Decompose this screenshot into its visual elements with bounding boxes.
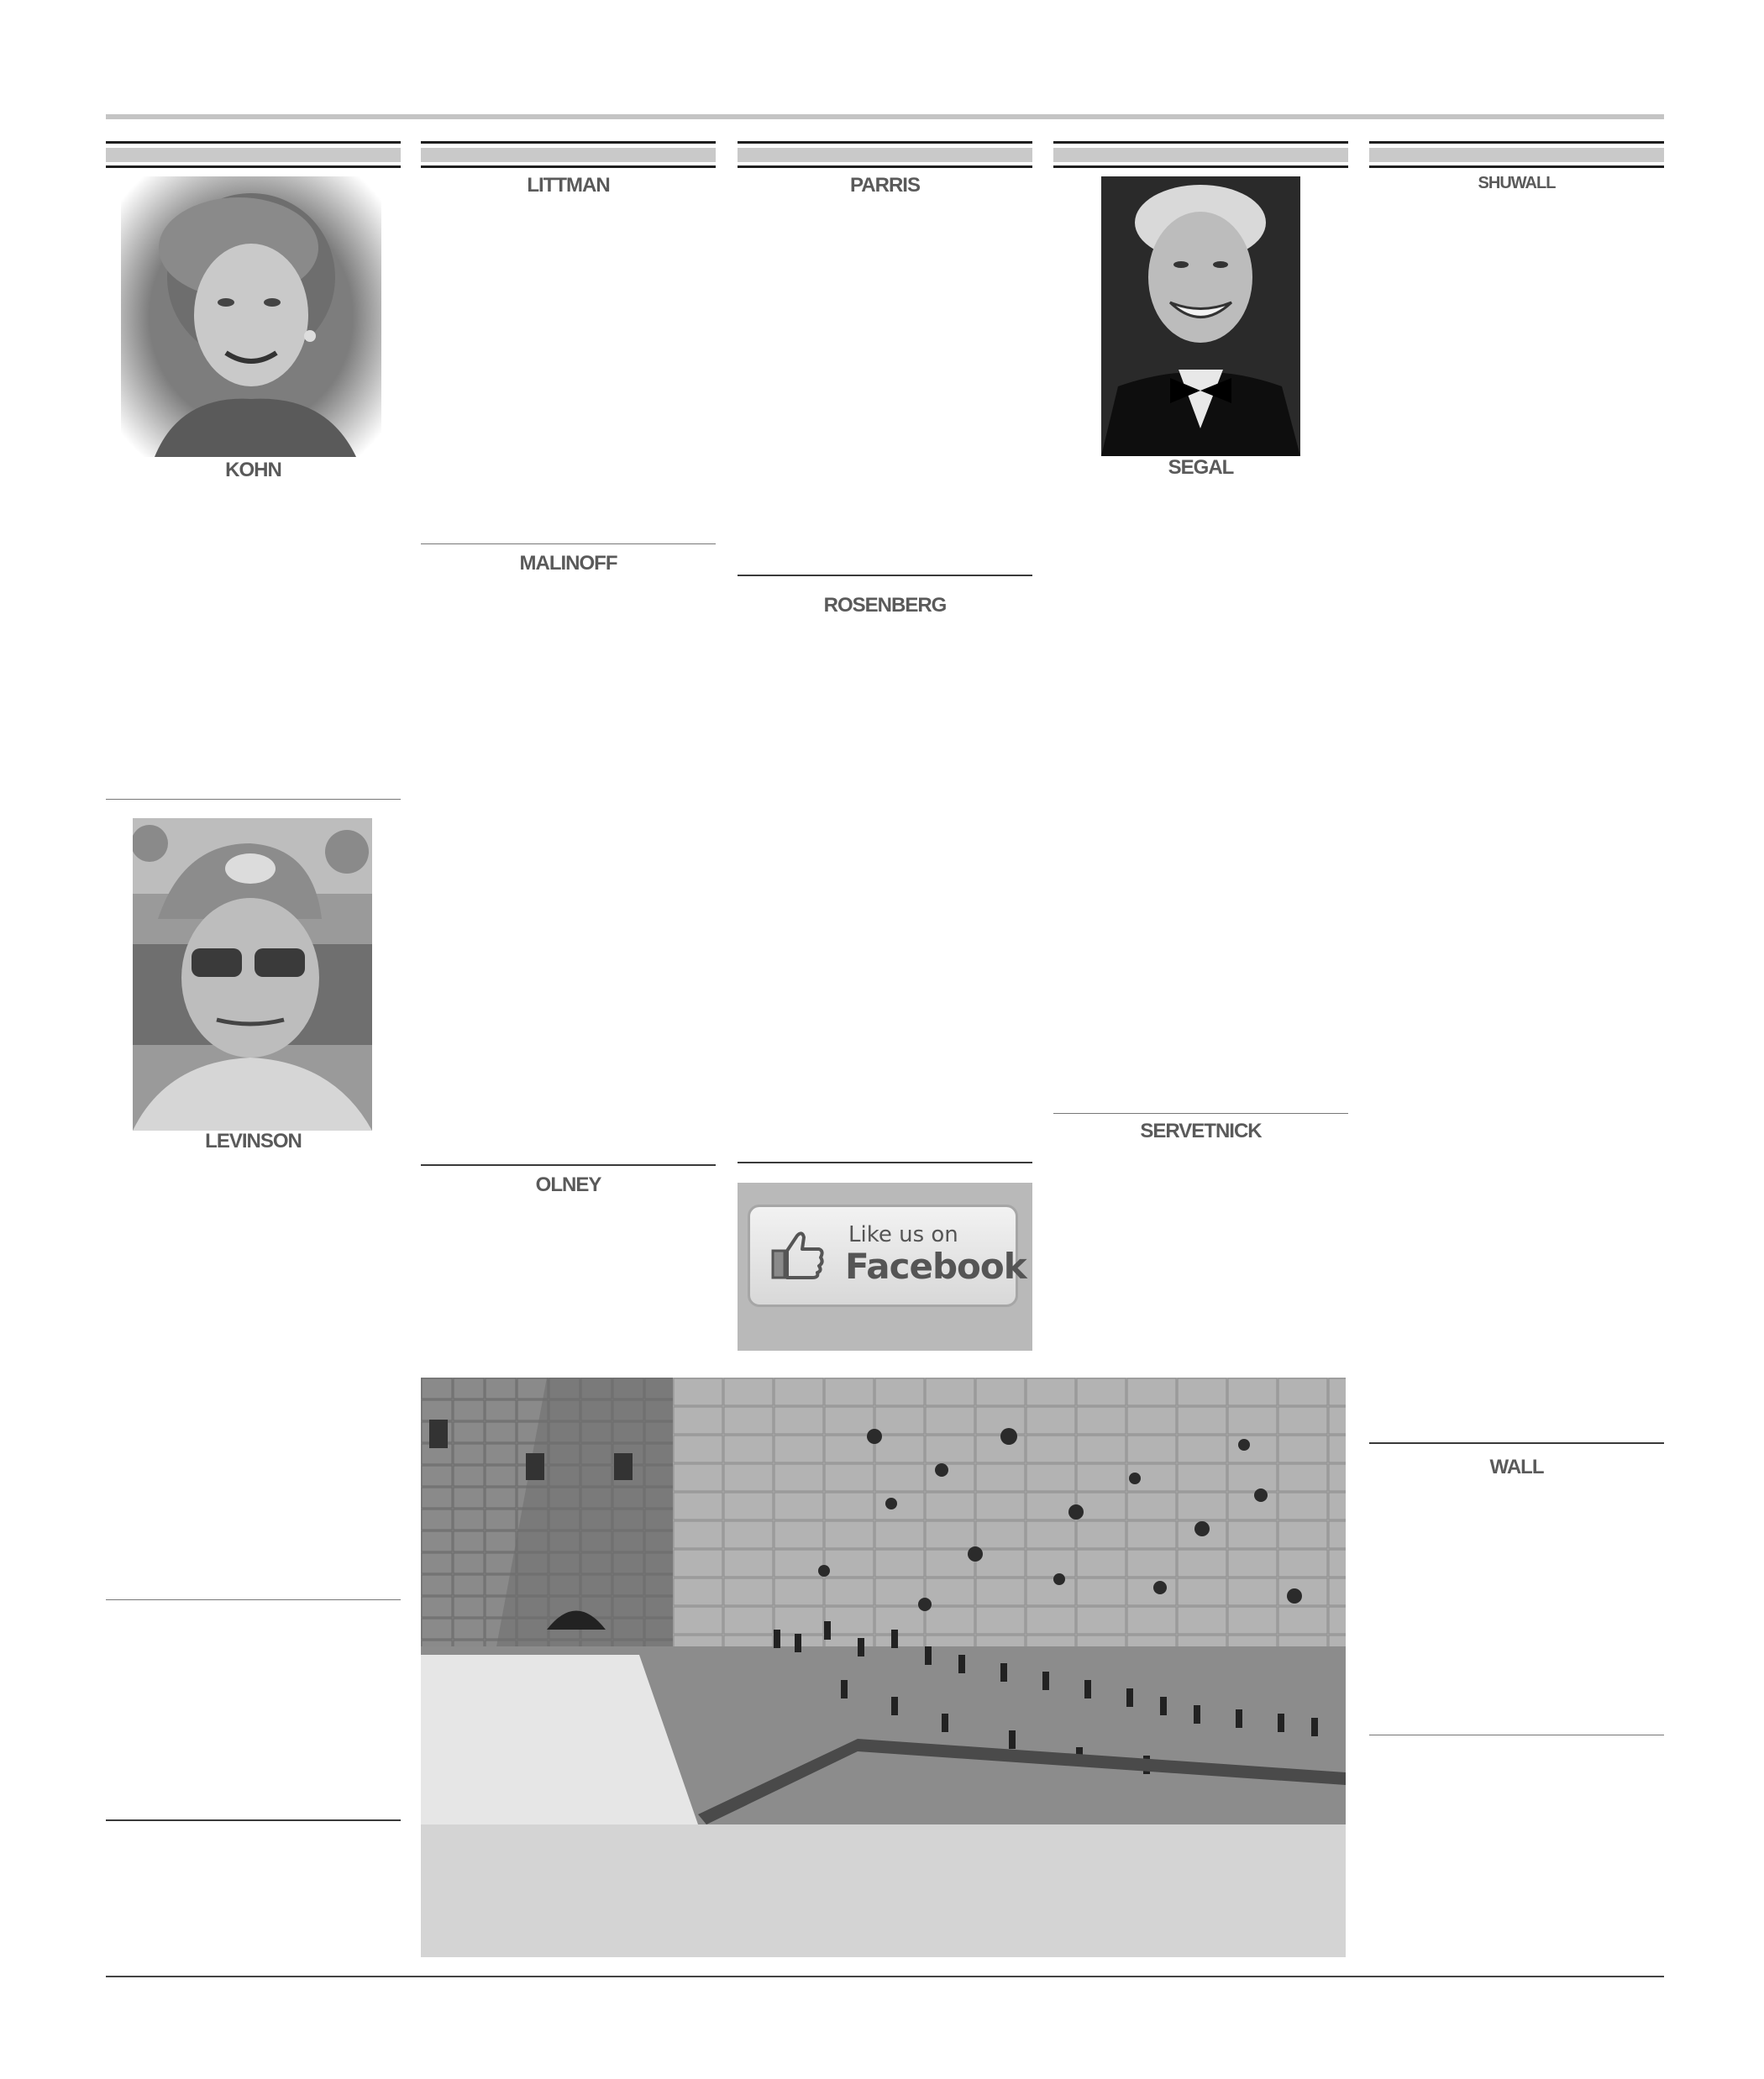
page-bottom-rule [106,1976,1664,1977]
levinson-photo [133,818,372,1131]
thumbs-up-icon [770,1229,826,1281]
kohn-name: KOHN [225,459,281,481]
column-1-rule-1 [106,799,401,800]
parris-name: PARRIS [850,174,920,197]
column-2-rule-2 [421,1164,716,1166]
facebook-line-1: Like us on [848,1222,958,1247]
column-header-4 [1053,141,1348,168]
shuwall-name: SHUWALL [1478,174,1556,192]
column-header-2 [421,141,716,168]
column-1-rule-3 [106,1819,401,1821]
column-3-rule-2 [738,1162,1032,1163]
olney-name: OLNEY [535,1173,601,1196]
segal-photo [1101,176,1300,456]
column-5-rule-1 [1369,1442,1664,1444]
western-wall-photo [421,1378,1346,1824]
servetnick-name: SERVETNICK [1140,1120,1262,1142]
column-4-rule-1 [1053,1113,1348,1114]
page-top-rule [106,114,1664,119]
column-2-rule-1 [421,543,716,544]
levinson-name: LEVINSON [205,1130,302,1152]
wall-name: WALL [1489,1456,1544,1478]
facebook-promo [738,1183,1032,1351]
photo-caption-box [421,1824,1346,1957]
column-1-rule-2 [106,1599,401,1600]
column-header-3 [738,141,1032,168]
column-header-1 [106,141,401,168]
facebook-like-button[interactable] [748,1205,1026,1307]
column-3-rule-1 [738,575,1032,576]
littman-name: LITTMAN [527,174,610,197]
facebook-line-2: Facebook [845,1246,1026,1287]
malinoff-name: MALINOFF [519,552,617,575]
segal-name: SEGAL [1168,456,1234,479]
column-header-5 [1369,141,1664,168]
rosenberg-name: ROSENBERG [823,594,947,617]
kohn-photo [121,176,381,457]
